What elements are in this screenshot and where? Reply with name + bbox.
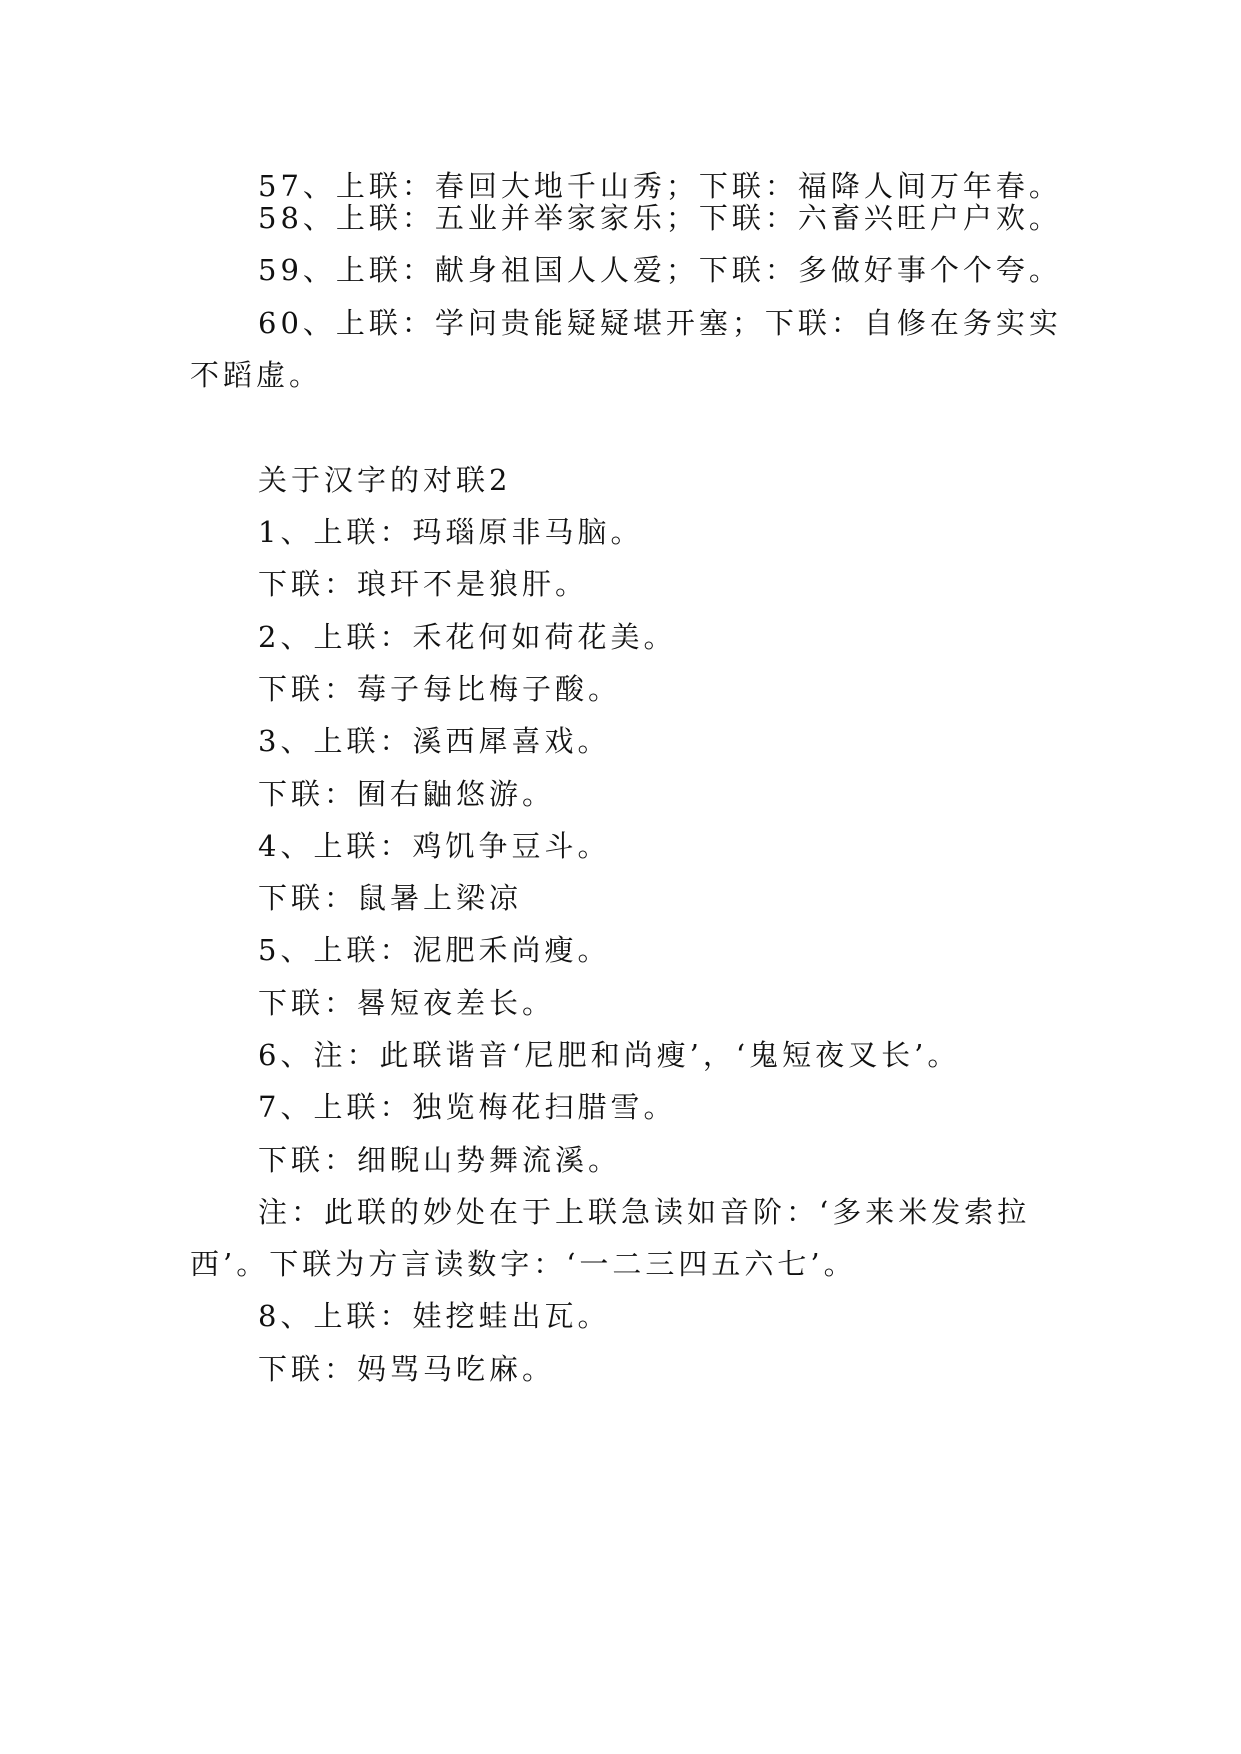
couplet-8-lower: 下联：妈骂马吃麻。 — [258, 1352, 556, 1386]
couplet-58: 58、上联：五业并举家家乐；下联：六畜兴旺户户欢。 — [258, 201, 1062, 235]
couplet-1-lower: 下联：琅玕不是狼肝。 — [258, 567, 589, 601]
section-title: 关于汉字的对联2 — [258, 463, 512, 497]
couplet-60-continued: 不蹈虚。 — [190, 358, 323, 392]
couplet-4-upper: 4、上联：鸡饥争豆斗。 — [258, 829, 611, 863]
couplet-7-lower: 下联：细睨山势舞流溪。 — [258, 1143, 622, 1177]
couplet-1-upper: 1、上联：玛瑙原非马脑。 — [258, 515, 644, 549]
couplet-59: 59、上联：献身祖国人人爱；下联：多做好事个个夸。 — [258, 253, 1062, 287]
couplet-3-lower: 下联：囿右鼬悠游。 — [258, 777, 556, 811]
couplet-7-upper: 7、上联：独览梅花扫腊雪。 — [258, 1090, 677, 1124]
couplet-5-lower: 下联：晷短夜差长。 — [258, 986, 556, 1020]
couplet-2-upper: 2、上联：禾花何如荷花美。 — [258, 620, 677, 654]
couplet-8-upper: 8、上联：娃挖蛙出瓦。 — [258, 1299, 611, 1333]
couplet-5-upper: 5、上联：泥肥禾尚瘦。 — [258, 933, 611, 967]
note-6: 6、注：此联谐音‘尼肥和尚瘦’，‘鬼短夜叉长’。 — [258, 1038, 961, 1072]
couplet-60: 60、上联：学问贵能疑疑堪开塞；下联：自修在务实实 — [258, 306, 1062, 340]
note-7-continued: 西’。下联为方言读数字：‘一二三四五六七’。 — [190, 1247, 857, 1281]
couplet-2-lower: 下联：莓子每比梅子酸。 — [258, 672, 622, 706]
couplet-4-lower: 下联：鼠暑上梁凉 — [258, 881, 523, 915]
couplet-57: 57、上联：春回大地千山秀；下联：福降人间万年春。 — [258, 169, 1062, 203]
note-7: 注：此联的妙处在于上联急读如音阶：‘多来米发索拉 — [258, 1195, 1031, 1229]
couplet-3-upper: 3、上联：溪西犀喜戏。 — [258, 724, 611, 758]
